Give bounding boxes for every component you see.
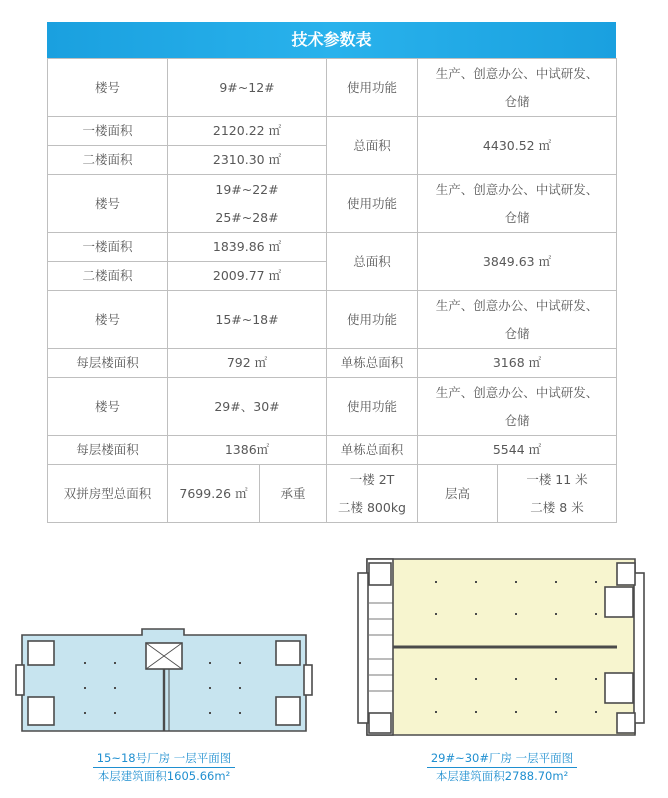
- total-area: 3849.63 ㎡: [418, 233, 617, 291]
- plan-bumpout-right: [304, 665, 312, 695]
- total-label: 总面积: [327, 117, 418, 175]
- load-value: 一楼 2T 二楼 800kg: [327, 465, 418, 523]
- building-number: 19#~22# 25#~28#: [168, 175, 327, 233]
- floor1-label: 一楼面积: [48, 233, 168, 262]
- per-floor-label: 每层楼面积: [48, 436, 168, 465]
- building-number: 15#~18#: [168, 291, 327, 349]
- use-value: 生产、创意办公、中试研发、 仓储: [418, 175, 617, 233]
- plan-bumpout-left: [16, 665, 24, 695]
- plan-bumpout-left: [358, 573, 368, 723]
- single-total-area: 3168 ㎡: [418, 349, 617, 378]
- use-value: 生产、创意办公、中试研发、 仓储: [418, 59, 617, 117]
- table-row: [48, 175, 617, 233]
- plan-caption-title: 29#~30#厂房 一层平面图: [427, 750, 577, 768]
- building-number: 9#~12#: [168, 59, 327, 117]
- table-row: [48, 233, 617, 262]
- floor2-label: 二楼面积: [48, 262, 168, 291]
- floor1-area: 1839.86 ㎡: [168, 233, 327, 262]
- floor2-area: 2310.30 ㎡: [168, 146, 327, 175]
- floor2-area: 2009.77 ㎡: [168, 262, 327, 291]
- plan-service-room: [605, 587, 633, 617]
- plan-stair-core: [369, 713, 391, 733]
- plan-caption-title: 15~18号厂房 一层平面图: [93, 750, 236, 768]
- plan-service-room: [28, 641, 54, 665]
- plan-caption-29-30: [410, 750, 594, 785]
- building-label: 楼号: [48, 291, 168, 349]
- per-floor-area: 1386㎡: [168, 436, 327, 465]
- single-total-label: 单栋总面积: [327, 436, 418, 465]
- table-row: [48, 59, 617, 117]
- building-label: 楼号: [48, 378, 168, 436]
- total-label: 总面积: [327, 233, 418, 291]
- duplex-total-area: 7699.26 ㎡: [168, 465, 260, 523]
- load-label: 承重: [260, 465, 327, 523]
- floor-plan-29-30: [355, 553, 647, 741]
- plan-bumpout-right: [634, 573, 644, 723]
- duplex-total-label: 双拼房型总面积: [48, 465, 168, 523]
- plan-stair-core: [369, 563, 391, 585]
- use-label: 使用功能: [327, 59, 418, 117]
- plan-service-room: [28, 697, 54, 725]
- plan-stair-core: [617, 563, 635, 585]
- floor1-label: 一楼面积: [48, 117, 168, 146]
- per-floor-area: 792 ㎡: [168, 349, 327, 378]
- building-label: 楼号: [48, 175, 168, 233]
- table-row: [48, 378, 617, 436]
- plan-caption-area: 本层建筑面积2788.70m²: [435, 769, 569, 783]
- spec-table-title: 技术参数表: [47, 22, 616, 58]
- building-number: 29#、30#: [168, 378, 327, 436]
- floor2-label: 二楼面积: [48, 146, 168, 175]
- use-label: 使用功能: [327, 291, 418, 349]
- single-total-area: 5544 ㎡: [418, 436, 617, 465]
- table-row: [48, 465, 617, 523]
- table-row: [48, 349, 617, 378]
- use-value: 生产、创意办公、中试研发、 仓储: [418, 291, 617, 349]
- table-row: [48, 436, 617, 465]
- plan-service-room: [605, 673, 633, 703]
- floor-plan-15-18: [14, 627, 314, 739]
- table-row: [48, 117, 617, 146]
- spec-table: [47, 58, 617, 523]
- use-label: 使用功能: [327, 175, 418, 233]
- use-label: 使用功能: [327, 378, 418, 436]
- building-label: 楼号: [48, 59, 168, 117]
- floor1-area: 2120.22 ㎡: [168, 117, 327, 146]
- plan-stair-core: [617, 713, 635, 733]
- plan-service-room: [276, 697, 300, 725]
- height-value: 一楼 11 米 二楼 8 米: [498, 465, 617, 523]
- single-total-label: 单栋总面积: [327, 349, 418, 378]
- total-area: 4430.52 ㎡: [418, 117, 617, 175]
- use-value: 生产、创意办公、中试研发、 仓储: [418, 378, 617, 436]
- plan-service-room: [276, 641, 300, 665]
- height-label: 层高: [418, 465, 498, 523]
- table-row: [48, 291, 617, 349]
- per-floor-label: 每层楼面积: [48, 349, 168, 378]
- spec-table-section: [47, 22, 616, 523]
- plan-caption-15-18: [74, 750, 254, 785]
- plan-caption-area: 本层建筑面积1605.66m²: [97, 769, 231, 783]
